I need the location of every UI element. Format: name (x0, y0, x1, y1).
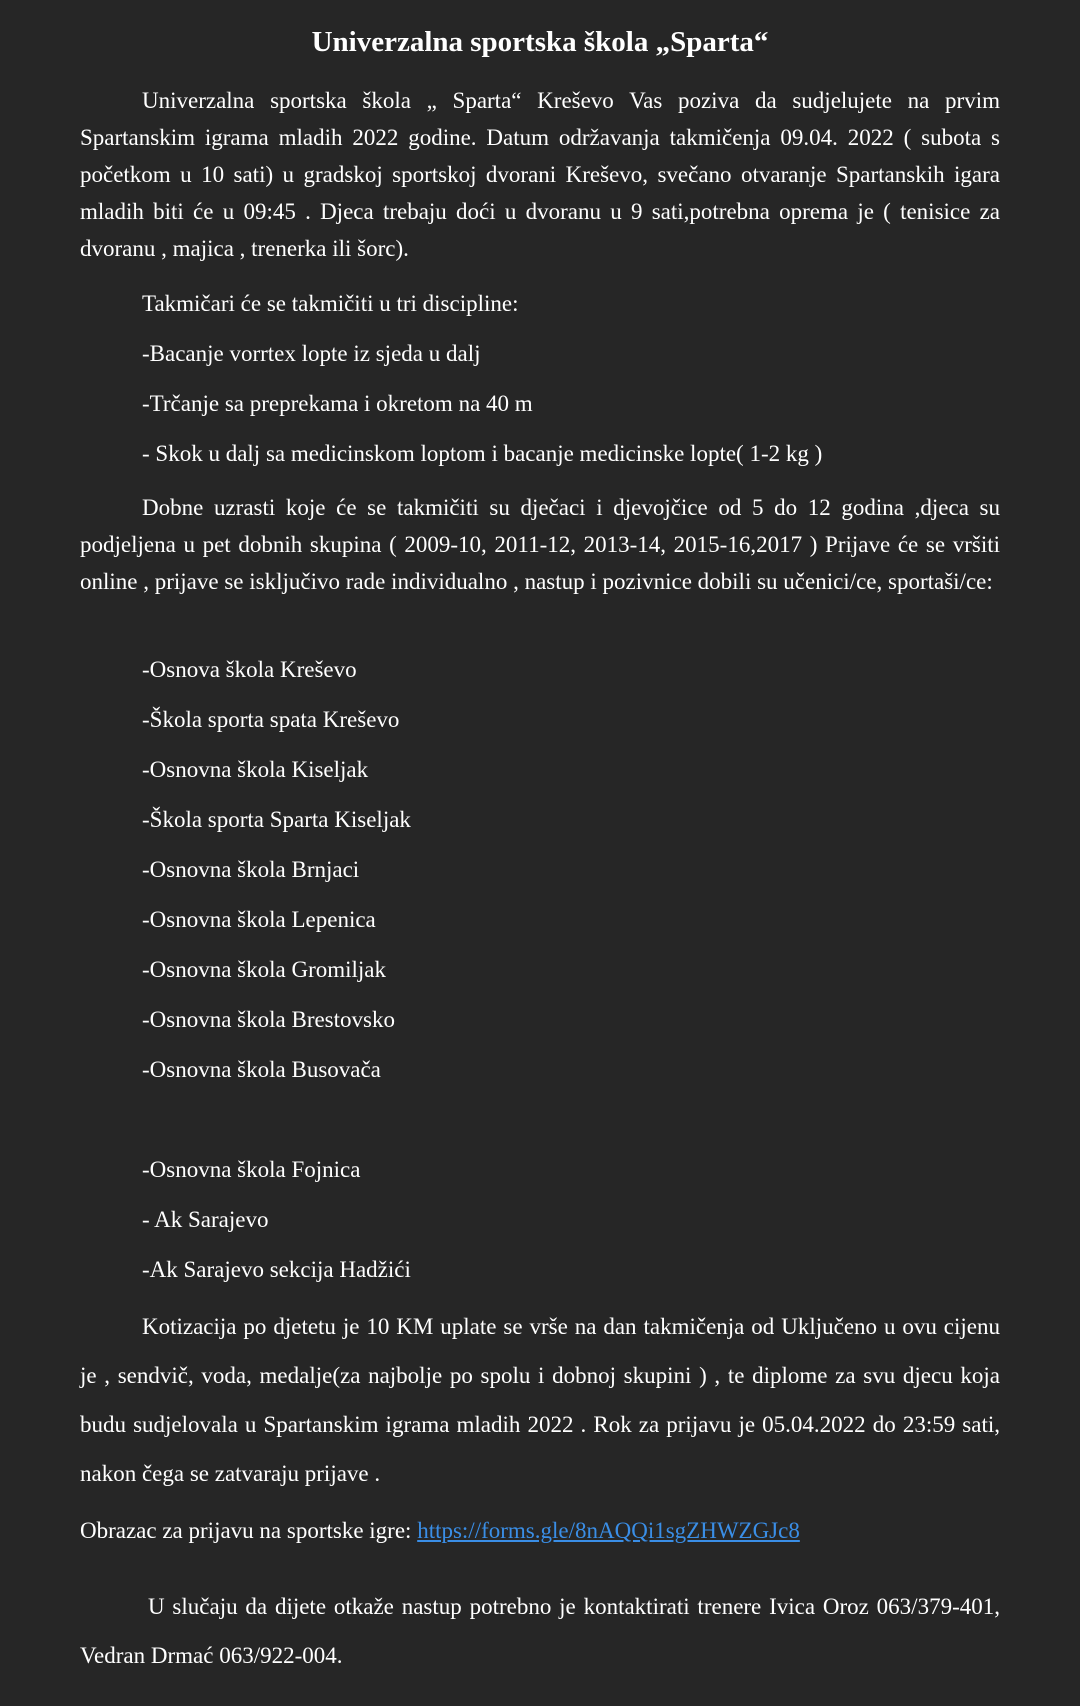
school-item: - Ak Sarajevo (142, 1207, 269, 1232)
disciplines-heading: Takmičari će se takmičiti u tri discipline: (142, 291, 519, 316)
school-item: -Ak Sarajevo sekcija Hadžići (142, 1257, 411, 1282)
school-item: -Osnovna škola Gromiljak (142, 957, 387, 982)
discipline-item: - Skok u dalj sa medicinskom loptom i bacanje medicinske lopte( 1-2 kg ) (142, 441, 823, 466)
intro-paragraph: Univerzalna sportska škola „ Sparta“ Kreševo Vas poziva da sudjelujete na prvim Spartanskim igrama mladih 2022 godine. Datum održavanja takmičenja 09.04. 2022 ( subota s početkom u 10 sati) u gradskoj sportskoj dvorani Kreševo, svečano otvaranje Spartanskih igara mladih biti će u 09:45 . Djeca trebaju doći u dvoranu u 9 sati,potrebna oprema je ( tenisice za dvoranu , majica , trenerka ili šorc). (80, 88, 1000, 261)
form-label: Obrazac za prijavu na sportske igre: (80, 1518, 418, 1543)
school-item: -Osnovna škola Busovača (142, 1057, 381, 1082)
school-item: -Škola sporta spata Kreševo (142, 707, 400, 732)
school-item: -Osnova škola Kreševo (142, 657, 357, 682)
form-line (80, 1516, 800, 1546)
discipline-item: -Trčanje sa preprekama i okretom na 40 m (142, 391, 533, 416)
discipline-item: -Bacanje vorrtex lopte iz sjeda u dalj (142, 341, 481, 366)
school-item: -Osnovna škola Kiseljak (142, 757, 369, 782)
age-groups-paragraph: Dobne uzrasti koje će se takmičiti su dječaci i djevojčice od 5 do 12 godina ,djeca su podjeljena u pet dobnih skupina ( 2009-10, 2011-12, 2013-14, 2015-16,2017 ) Prijave će se vršiti online , prijave se isključivo rade individualno , nastup i pozivnice dobili su učenici/ce, sportaši/ce: (80, 495, 1000, 594)
document-title: Univerzalna sportska škola „Sparta“ (311, 26, 769, 58)
cancellation-paragraph: U slučaju da dijete otkaže nastup potrebno je kontaktirati trenere Ivica Oroz 063/379-401, Vedran Drmać 063/922-004. (80, 1594, 1000, 1668)
school-item: -Škola sporta Sparta Kiseljak (142, 807, 411, 832)
school-item: -Osnovna škola Fojnica (142, 1157, 361, 1182)
school-item: -Osnovna škola Brnjaci (142, 857, 360, 882)
registration-form-link[interactable]: https://forms.gle/8nAQQi1sgZHWZGJc8 (417, 1518, 800, 1543)
fee-paragraph: Kotizacija po djetetu je 10 KM uplate se vrše na dan takmičenja od Uključeno u ovu cijenu je , sendvič, voda, medalje(za najbolje po spolu i dobnoj skupini ) , te diplome za svu djecu koja budu sudjelovala u Spartanskim igrama mladih 2022 . Rok za prijavu je 05.04.2022 do 23:59 sati, nakon čega se zatvaraju prijave . (80, 1314, 1000, 1486)
school-item: -Osnovna škola Lepenica (142, 907, 376, 932)
school-item: -Osnovna škola Brestovsko (142, 1007, 395, 1032)
